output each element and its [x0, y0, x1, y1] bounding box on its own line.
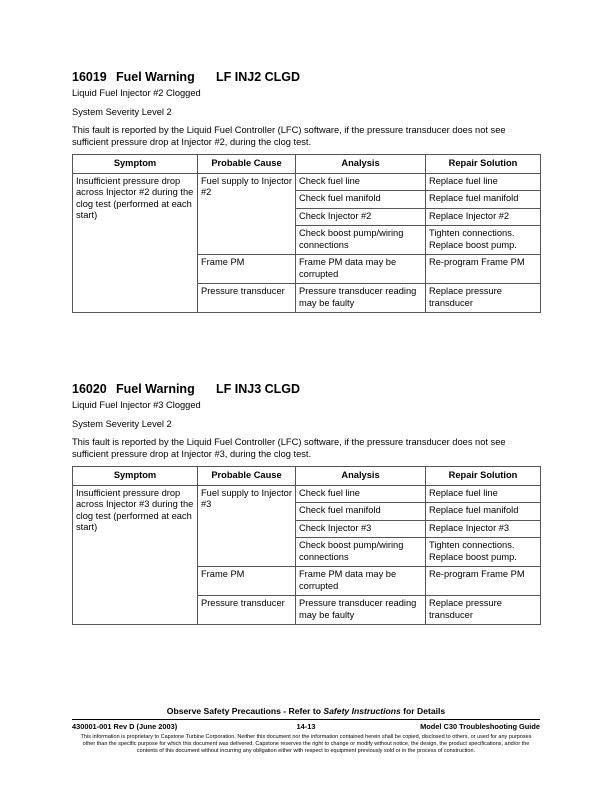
header-probable-cause: Probable Cause: [198, 155, 296, 174]
solution-cell: Replace pressure transducer: [426, 596, 541, 625]
analysis-cell: Check boost pump/wiring connections: [296, 538, 426, 567]
solution-cell: Re-program Frame PM: [426, 255, 541, 284]
solution-cell: Re-program Frame PM: [426, 567, 541, 596]
cause-cell: Fuel supply to Injector #2: [198, 173, 296, 255]
symptom-cell: Insufficient pressure drop across Injector #2 during the clog test (performed at each start): [73, 173, 198, 313]
symptom-cell: Insufficient pressure drop across Injector #3 during the clog test (performed at each start): [73, 485, 198, 625]
solution-cell: Replace fuel line: [426, 485, 541, 503]
safety-notice: [72, 706, 540, 716]
analysis-cell: Check boost pump/wiring connections: [296, 226, 426, 255]
solution-cell: Tighten connections. Replace boost pump.: [426, 226, 541, 255]
fault-section-16019: [72, 69, 540, 313]
fault-section-16020: [72, 381, 540, 625]
fault-name: LF INJ3 CLGD: [216, 382, 301, 396]
solution-cell: Tighten connections. Replace boost pump.: [426, 538, 541, 567]
safety-prefix: Observe Safety Precautions - Refer to: [166, 706, 324, 716]
fault-severity: System Severity Level 2: [72, 106, 172, 117]
solution-cell: Replace fuel manifold: [426, 503, 541, 521]
fault-type: Fuel Warning: [116, 70, 195, 84]
cause-cell: Frame PM: [198, 255, 296, 284]
fault-subtitle: Liquid Fuel Injector #3 Clogged: [72, 400, 201, 410]
analysis-cell: Frame PM data may be corrupted: [296, 255, 426, 284]
analysis-cell: Check fuel manifold: [296, 191, 426, 209]
legal-notice: This information is proprietary to Capstone Turbine Corporation. Neither this document nor the information contained herein shall be copied, disclosed to others, or used for any purposes other than the specific purpose for which this document was delivered. Capstone reserves the right to change or modify without notice, the design, the product specifications, and/or the contents of this document without incurring any obligation either with respect to equipment previously sold or in the process of construction.: [80, 734, 532, 754]
analysis-cell: Check fuel manifold: [296, 503, 426, 521]
doc-title: Model C30 Troubleshooting Guide: [420, 722, 540, 731]
table-header-row: [73, 155, 541, 174]
solution-cell: Replace Injector #3: [426, 520, 541, 538]
solution-cell: Replace fuel manifold: [426, 191, 541, 209]
header-analysis: Analysis: [296, 467, 426, 486]
fault-subtitle: Liquid Fuel Injector #2 Clogged: [72, 88, 201, 98]
analysis-cell: Check Injector #3: [296, 520, 426, 538]
cause-cell: Pressure transducer: [198, 284, 296, 313]
analysis-cell: Check fuel line: [296, 173, 426, 191]
safety-instructions-emphasis: Safety Instructions: [323, 706, 401, 716]
table-row: [73, 173, 541, 191]
fault-description: This fault is reported by the Liquid Fuel Controller (LFC) software, if the pressure transducer does not see sufficient pressure drop at Injector #2, during the clog test.: [72, 125, 506, 147]
footer-divider: [72, 719, 540, 720]
analysis-cell: Pressure transducer reading may be faulty: [296, 596, 426, 625]
doc-number: 430001-001 Rev D (June 2003): [72, 722, 178, 731]
table-header-row: [73, 467, 541, 486]
header-repair-solution: Repair Solution: [426, 155, 541, 174]
solution-cell: Replace pressure transducer: [426, 284, 541, 313]
table-row: [73, 485, 541, 503]
header-analysis: Analysis: [296, 155, 426, 174]
header-repair-solution: Repair Solution: [426, 467, 541, 486]
fault-name: LF INJ2 CLGD: [216, 70, 301, 84]
safety-suffix: for Details: [400, 706, 446, 716]
page-number: 14-13: [296, 722, 316, 731]
analysis-cell: Pressure transducer reading may be faulty: [296, 284, 426, 313]
fault-type: Fuel Warning: [116, 382, 195, 396]
fault-table: [72, 466, 541, 625]
header-symptom: Symptom: [73, 155, 198, 174]
fault-code: 16020: [72, 382, 107, 396]
solution-cell: Replace fuel line: [426, 173, 541, 191]
analysis-cell: Check Injector #2: [296, 208, 426, 226]
fault-heading: [72, 69, 540, 85]
cause-cell: Frame PM: [198, 567, 296, 596]
header-symptom: Symptom: [73, 467, 198, 486]
fault-heading: [72, 381, 540, 397]
fault-code: 16019: [72, 70, 107, 84]
solution-cell: Replace Injector #2: [426, 208, 541, 226]
fault-table: [72, 154, 541, 313]
fault-severity: System Severity Level 2: [72, 418, 172, 429]
cause-cell: Pressure transducer: [198, 596, 296, 625]
cause-cell: Fuel supply to Injector #3: [198, 485, 296, 567]
fault-description: This fault is reported by the Liquid Fuel Controller (LFC) software, if the pressure transducer does not see sufficient pressure drop at Injector #3, during the clog test.: [72, 437, 506, 459]
header-probable-cause: Probable Cause: [198, 467, 296, 486]
analysis-cell: Check fuel line: [296, 485, 426, 503]
analysis-cell: Frame PM data may be corrupted: [296, 567, 426, 596]
